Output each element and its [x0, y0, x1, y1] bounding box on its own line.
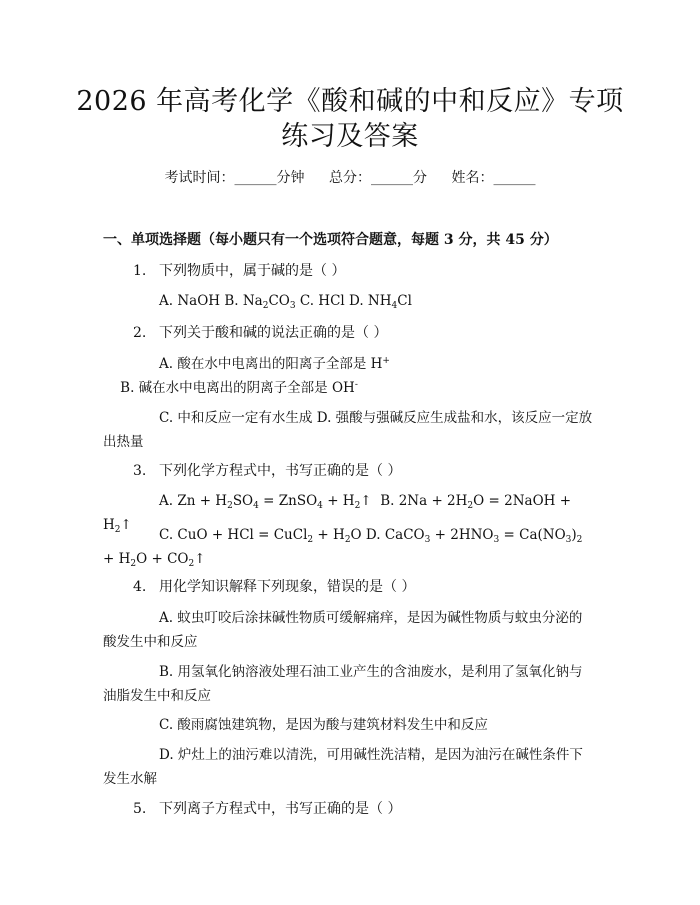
- exam-time-field: 考试时间：______分钟: [164, 170, 305, 186]
- question-4-option-d: D. 炉灶上的油污难以清洗，可用碱性洗洁精，是因为油污在碱性条件下发生水解: [103, 747, 583, 787]
- question-4: [133, 577, 415, 597]
- question-number: 1.: [133, 263, 147, 279]
- question-4-option-c: C. 酸雨腐蚀建筑物，是因为酸与建筑材料发生中和反应: [159, 717, 488, 733]
- question-1-options: A. NaOH B. $Na_2CO_3$ C. HCl D. $NH_4Cl$: [159, 293, 412, 311]
- question-5: [133, 799, 401, 819]
- question-3-options-cd: C. CuO + HCl = CuCl$_2$ + $H_2O$ D. CaCO$_3$ + $2HNO_3 = Ca(NO_3)_2 + H_2O$ + $CO_2↑$: [103, 527, 583, 569]
- question-4-option-b: B. 用氢氧化钠溶液处理石油工业产生的含油废水，是利用了氢氧化钠与油脂发生中和反应: [103, 664, 583, 704]
- total-score-field: 总分：______分: [329, 170, 427, 186]
- page-title: 2026 年高考化学《酸和碱的中和反应》专项: [76, 86, 624, 117]
- question-2: [133, 323, 387, 343]
- question-number: 2.: [133, 325, 147, 341]
- page-title-line2: 练习及答案: [281, 121, 419, 152]
- question-3-options-ab: A. $Zn + H_2SO_4$ = ZnSO$_4$ + $H_2↑$ B. $2Na + 2H_2O$ = 2NaOH + $H_2↑$: [103, 493, 572, 535]
- question-stem: 下列物质中，属于碱的是（ ）: [159, 263, 346, 279]
- exam-meta: [0, 168, 700, 188]
- question-number: 4.: [133, 579, 147, 595]
- section-heading: 一、单项选择题（每小题只有一个选项符合题意，每题 3 分，共 45 分）: [103, 232, 558, 248]
- question-stem: 下列关于酸和碱的说法正确的是（ ）: [159, 325, 388, 341]
- question-3: [133, 461, 401, 481]
- name-field: 姓名：______: [451, 170, 536, 186]
- question-4-option-a: A. 蚊虫叮咬后涂抹碱性物质可缓解痛痒，是因为碱性物质与蚊虫分泌的酸发生中和反应: [103, 610, 583, 650]
- question-stem: 用化学知识解释下列现象，错误的是（ ）: [159, 579, 416, 595]
- question-2-options-ab: A. 酸在水中电离出的阳离子全部是 H+ B. 碱在水中电离出的阴离子全部是 OH-: [103, 356, 390, 396]
- question-stem: 下列离子方程式中，书写正确的是（ ）: [159, 801, 402, 817]
- question-1: [133, 261, 345, 281]
- question-2-options-cd: C. 中和反应一定有水生成 D. 强酸与强碱反应生成盐和水，该反应一定放出热量: [103, 410, 593, 450]
- question-number: 5.: [133, 801, 147, 817]
- question-number: 3.: [133, 463, 147, 479]
- question-stem: 下列化学方程式中，书写正确的是（ ）: [159, 463, 402, 479]
